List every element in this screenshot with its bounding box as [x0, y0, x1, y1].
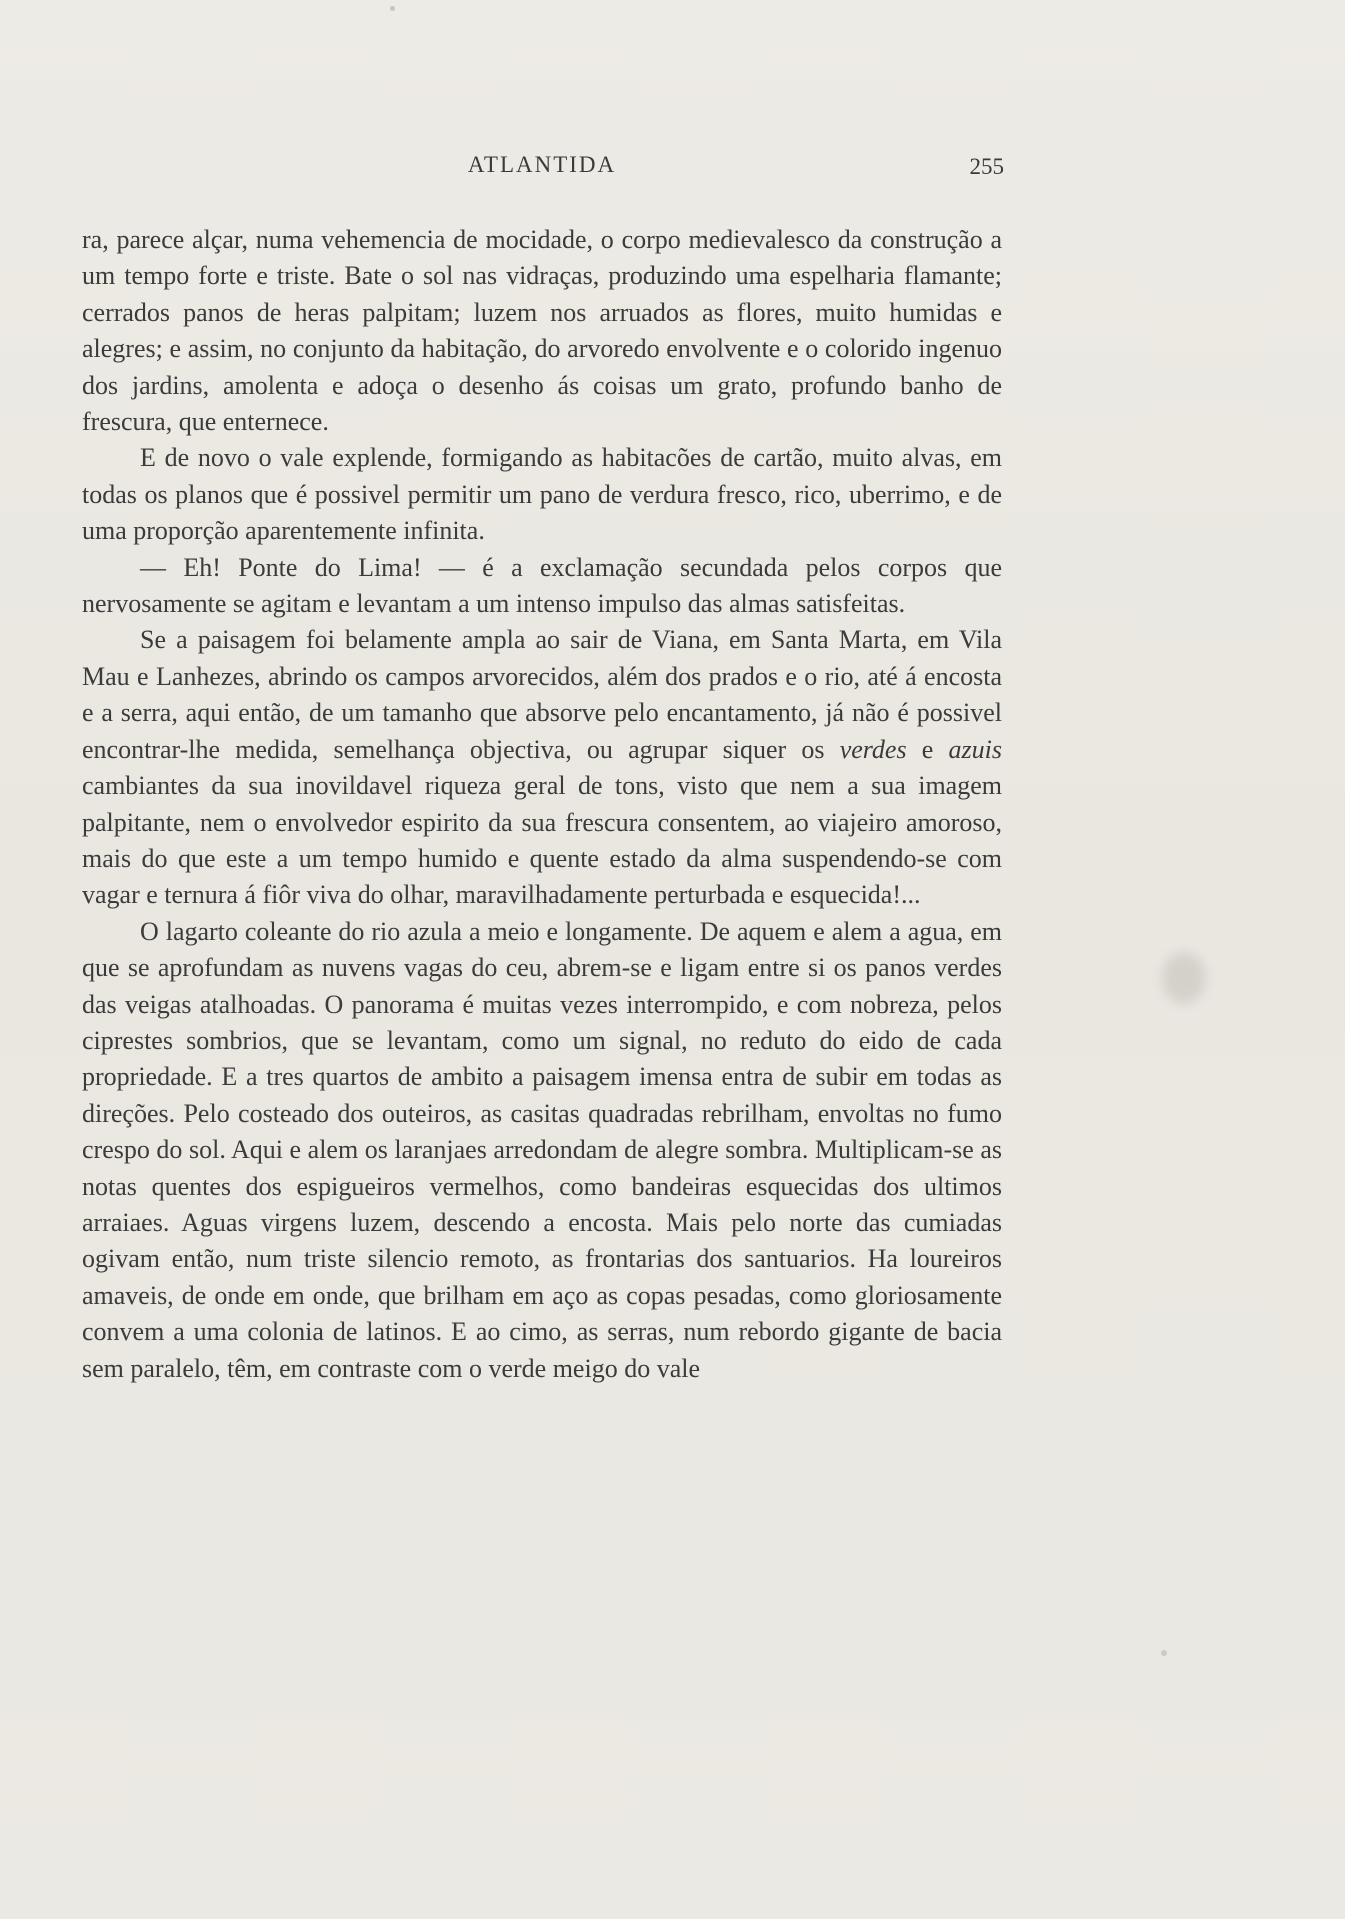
paragraph-text: cambiantes da sua inovildavel riqueza geral de tons, visto que nem a sua imagem palpitante, nem o envolvedor espirito da sua frescura consentem, ao viajeiro amoroso, mais do que este a um tempo humido e quente estado da alma suspendendo-se com vagar e ternura á fiôr viva do olhar, maravilhadamente perturbada e esquecida!... — [82, 771, 1002, 910]
italic-word: verdes — [839, 734, 907, 764]
paragraph — [82, 622, 1002, 913]
paragraph: ra, parece alçar, numa vehemencia de mocidade, o corpo medievalesco da construção a um tempo forte e triste. Bate o sol nas vidraças, produzindo uma espelharia flamante; cerrados panos de heras palpitam; luzem nos arruados as flores, muito humidas e alegres; e assim, no conjunto da habitação, do arvoredo envolvente e o colorido ingenuo dos jardins, amolenta e adoça o desenho ás coisas um grato, profundo banho de frescura, que enternece. — [82, 225, 1002, 437]
paragraph-text: Se a paisagem foi belamente ampla ao sair de Viana, em Santa Marta, em Vila Mau e Lanhezes, abrindo os campos arvorecidos, além dos prados e o rio, até á encosta e a serra, aqui então, de um tamanho que absorve pelo encantamento, já não é possivel encontrar-lhe medida, semelhança objectiva, ou agrupar siquer os — [82, 625, 1002, 764]
paper-speck — [1161, 1650, 1167, 1656]
paper-speck — [390, 6, 395, 11]
running-header — [82, 148, 1002, 184]
running-title: ATLANTIDA — [467, 152, 617, 177]
paragraph: — Eh! Ponte do Lima! — é a exclamação secundada pelos corpos que nervosamente se agitam e levantam a um intenso impulso das almas satisfeitas. — [82, 552, 1002, 619]
italic-word: azuis — [948, 734, 1002, 764]
paragraph: O lagarto coleante do rio azula a meio e longamente. De aquem e alem a agua, em que se aprofundam as nuvens vagas do ceu, abrem-se e ligam entre si os panos verdes das veigas atalhoadas. O panorama é muitas vezes interrompido, e com nobreza, pelos ciprestes sombrios, que se levantam, como um signal, no reduto do eido de cada propriedade. E a tres quartos de ambito a paisagem imensa entra de subir em todas as direções. Pelo costeado dos outeiros, as casitas quadradas rebrilham, envoltas no fumo crespo do sol. Aqui e alem os laranjaes arredondam de alegre sombra. Multiplicam-se as notas quentes dos espigueiros vermelhos, como bandeiras esquecidas dos ultimos arraiaes. Aguas virgens luzem, descendo a encosta. Mais pelo norte das cumiadas ogivam então, num triste silencio remoto, as frontarias dos santuarios. Ha loureiros amaveis, de onde em onde, que brilham em aço as copas pesadas, como gloriosamente convem a uma colonia de latinos. E ao cimo, as serras, num rebordo gigante de bacia sem paralelo, têm, em contraste com o verde meigo do vale — [82, 916, 1002, 1383]
page-number: 255 — [969, 154, 1004, 179]
paper-speck — [1162, 952, 1206, 1004]
paragraph-text: e — [906, 734, 949, 764]
paragraph: E de novo o vale explende, formigando as habitacões de cartão, muito alvas, em todas os planos que é possivel permitir um pano de verdura fresco, rico, uberrimo, e de uma proporção aparentemente infinita. — [82, 443, 1002, 546]
body-text — [82, 222, 1002, 1387]
